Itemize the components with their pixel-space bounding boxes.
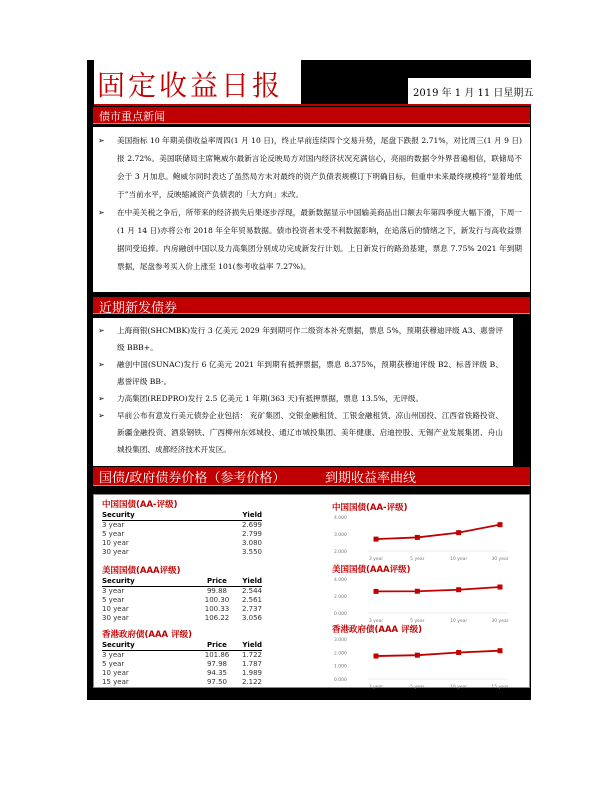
new-issue-item: ➢ 早前公布有意发行美元债券企业包括： 兖矿集团、交银金融租赁、工银金融租赁、凉山州国投、江西省铁路投资、新疆金融投资、酒泉钢铁、广西柳州东郊城投、通辽市城投集团、美年健康、启迪控股、无锡产业发展集团、舟山城投集团、成都经济技术开发区。 [93,407,513,458]
section-title-yield-curve: 到期收益率曲线 [325,471,417,486]
section-bar-news [93,107,530,124]
new-issue-item: ➢ 融创中国(SUNAC)发行 6 亿美元 2021 年到期有抵押票据，票息 8.375%，预期获穆迪评级 B2、标普评级 B、惠誉评级 BB-。 [93,356,513,390]
svg-text:3 year: 3 year [368,619,384,624]
yield-curve-chart [332,575,522,625]
yield-curve-chart [332,635,522,691]
svg-text:30 year: 30 year [491,619,509,624]
svg-text:4.000: 4.000 [334,516,347,521]
section-bar-prices [93,467,530,486]
svg-text:5 year: 5 year [410,619,425,624]
arrow-bullet-icon: ➢ [98,208,105,217]
arrow-bullet-icon: ➢ [98,411,105,420]
table-header: Security Price Yield [102,577,262,585]
table-row: 5 year 97.98 1.787 [102,660,262,668]
table-row: 5 year 100.30 2.561 [102,596,262,604]
svg-text:3 year: 3 year [368,557,384,562]
svg-text:5 year: 5 year [410,685,425,690]
svg-text:0.000: 0.000 [334,678,347,683]
report-date: 2019 年 1 月 11 日星期五 [413,88,534,99]
chart-title: 香港政府债(AAA 评级) [332,625,422,635]
table-row: 3 year 101.86 1.722 [102,651,262,659]
svg-text:3.000: 3.000 [334,533,347,538]
chart-title: 中国国债(AA-评级) [332,503,408,513]
table-row: 3 year 2.699 [102,521,262,529]
table-title: 中国国债(AA-评级) [102,500,178,510]
chart-china-govt [332,501,522,567]
svg-text:2.000: 2.000 [334,550,347,555]
table-title: 美国国债(AAA评级) [102,566,181,576]
table-row: 10 year 3.080 [102,539,262,547]
table-row: 15 year 97.50 2.122 [102,678,262,686]
section-title-news: 债市重点新闻 [99,110,165,123]
svg-text:15 year: 15 year [491,685,509,690]
svg-text:10 year: 10 year [450,557,468,562]
table-header: Security Yield [102,511,262,519]
yield-curve-chart [332,513,522,563]
svg-text:10 year: 10 year [450,619,468,624]
table-row: 10 year 94.35 1.989 [102,669,262,677]
news-item: ➢ 美国指标 10 年期美债收益率周四(1 月 10 日)，终止早前连续四个交易升势，尾盘下跌报 2.71%，对比周三(1 月 9 日)报 2.72%。美国联储局主席鲍威尔最新言论反映局方对国内经济状况充满信心，亮丽的数据令外界普遍相信，联储局不会于 3 月加息。鲍威尔同时表达了虽然局方未对最终的资产负债表规模订下明确目标，但重申未来最终规模将“显着地低于”当前水平，反映缩减资产负债表的「大方向」未改。 [93,132,530,204]
table-us-treasury [102,565,262,623]
svg-text:10 year: 10 year [450,685,468,690]
svg-text:30 year: 30 year [491,557,509,562]
report-title: 固定收益日报 [97,69,284,102]
svg-text:3 year: 3 year [368,685,384,690]
svg-text:5 year: 5 year [410,557,425,562]
table-row: 30 year 3.550 [102,548,262,556]
chart-hk-govt [332,623,522,695]
new-issues-box [93,318,513,466]
new-issue-item: ➢ 力高集团(REDPRO)发行 2.5 亿美元 1 年期(363 天)有抵押票据，票息 13.5%，无评级。 [93,390,513,407]
news-box [93,127,530,292]
table-row: 3 year 99.88 2.544 [102,587,262,595]
svg-text:4.000: 4.000 [334,578,347,583]
svg-text:2.000: 2.000 [334,651,347,657]
svg-text:1.000: 1.000 [334,664,347,670]
new-issue-item: ➢ 上海商银(SHCMBK)发行 3 亿美元 2029 年到期可作二级资本补充票据，票息 5%，预期获穆迪评级 A3、惠誉评级 BBB+。 [93,322,513,356]
svg-text:0.000: 0.000 [334,612,347,617]
table-china-govt [102,499,262,557]
table-hk-govt [102,629,262,687]
title-rule [94,104,531,106]
table-title: 香港政府债(AAA 评级) [102,630,192,640]
news-item: ➢ 在中美关税之争后，所带来的经济损失后果逐步浮现，最新数据显示中国输美商品出口额去年第四季度大幅下滑，下周一(1 月 14 日)亦将公布 2018 年全年贸易数据。债市投资者未受不利数据影响，在追落后的情绪之下，新发行与高收益票据同受追捧。内房融创中国以及力高集团分别成功完成新发行计划。上日新发行的路劲基建，票息 7.75% 2021 年到期票据，尾盘参考买入价上涨至 101(参考收益率 7.27%)。 [93,204,530,276]
table-header: Security Price Yield [102,641,262,649]
section-title-new-issues: 近期新发债券 [99,301,178,316]
table-row: 30 year 106.22 3.056 [102,614,262,622]
section-title-prices: 国债/政府债券价格（参考价格） [99,471,286,486]
arrow-bullet-icon: ➢ [98,360,105,369]
table-row: 10 year 100.33 2.737 [102,605,262,613]
section-bar-new-issues [93,297,530,314]
svg-text:2.000: 2.000 [334,595,347,600]
table-row: 5 year 2.799 [102,530,262,538]
arrow-bullet-icon: ➢ [98,394,105,403]
arrow-bullet-icon: ➢ [98,136,105,145]
svg-text:3.000: 3.000 [334,638,347,643]
prices-panel [93,494,530,688]
chart-us-treasury [332,563,522,629]
arrow-bullet-icon: ➢ [98,326,105,335]
chart-title: 美国国债(AAA评级) [332,565,411,575]
